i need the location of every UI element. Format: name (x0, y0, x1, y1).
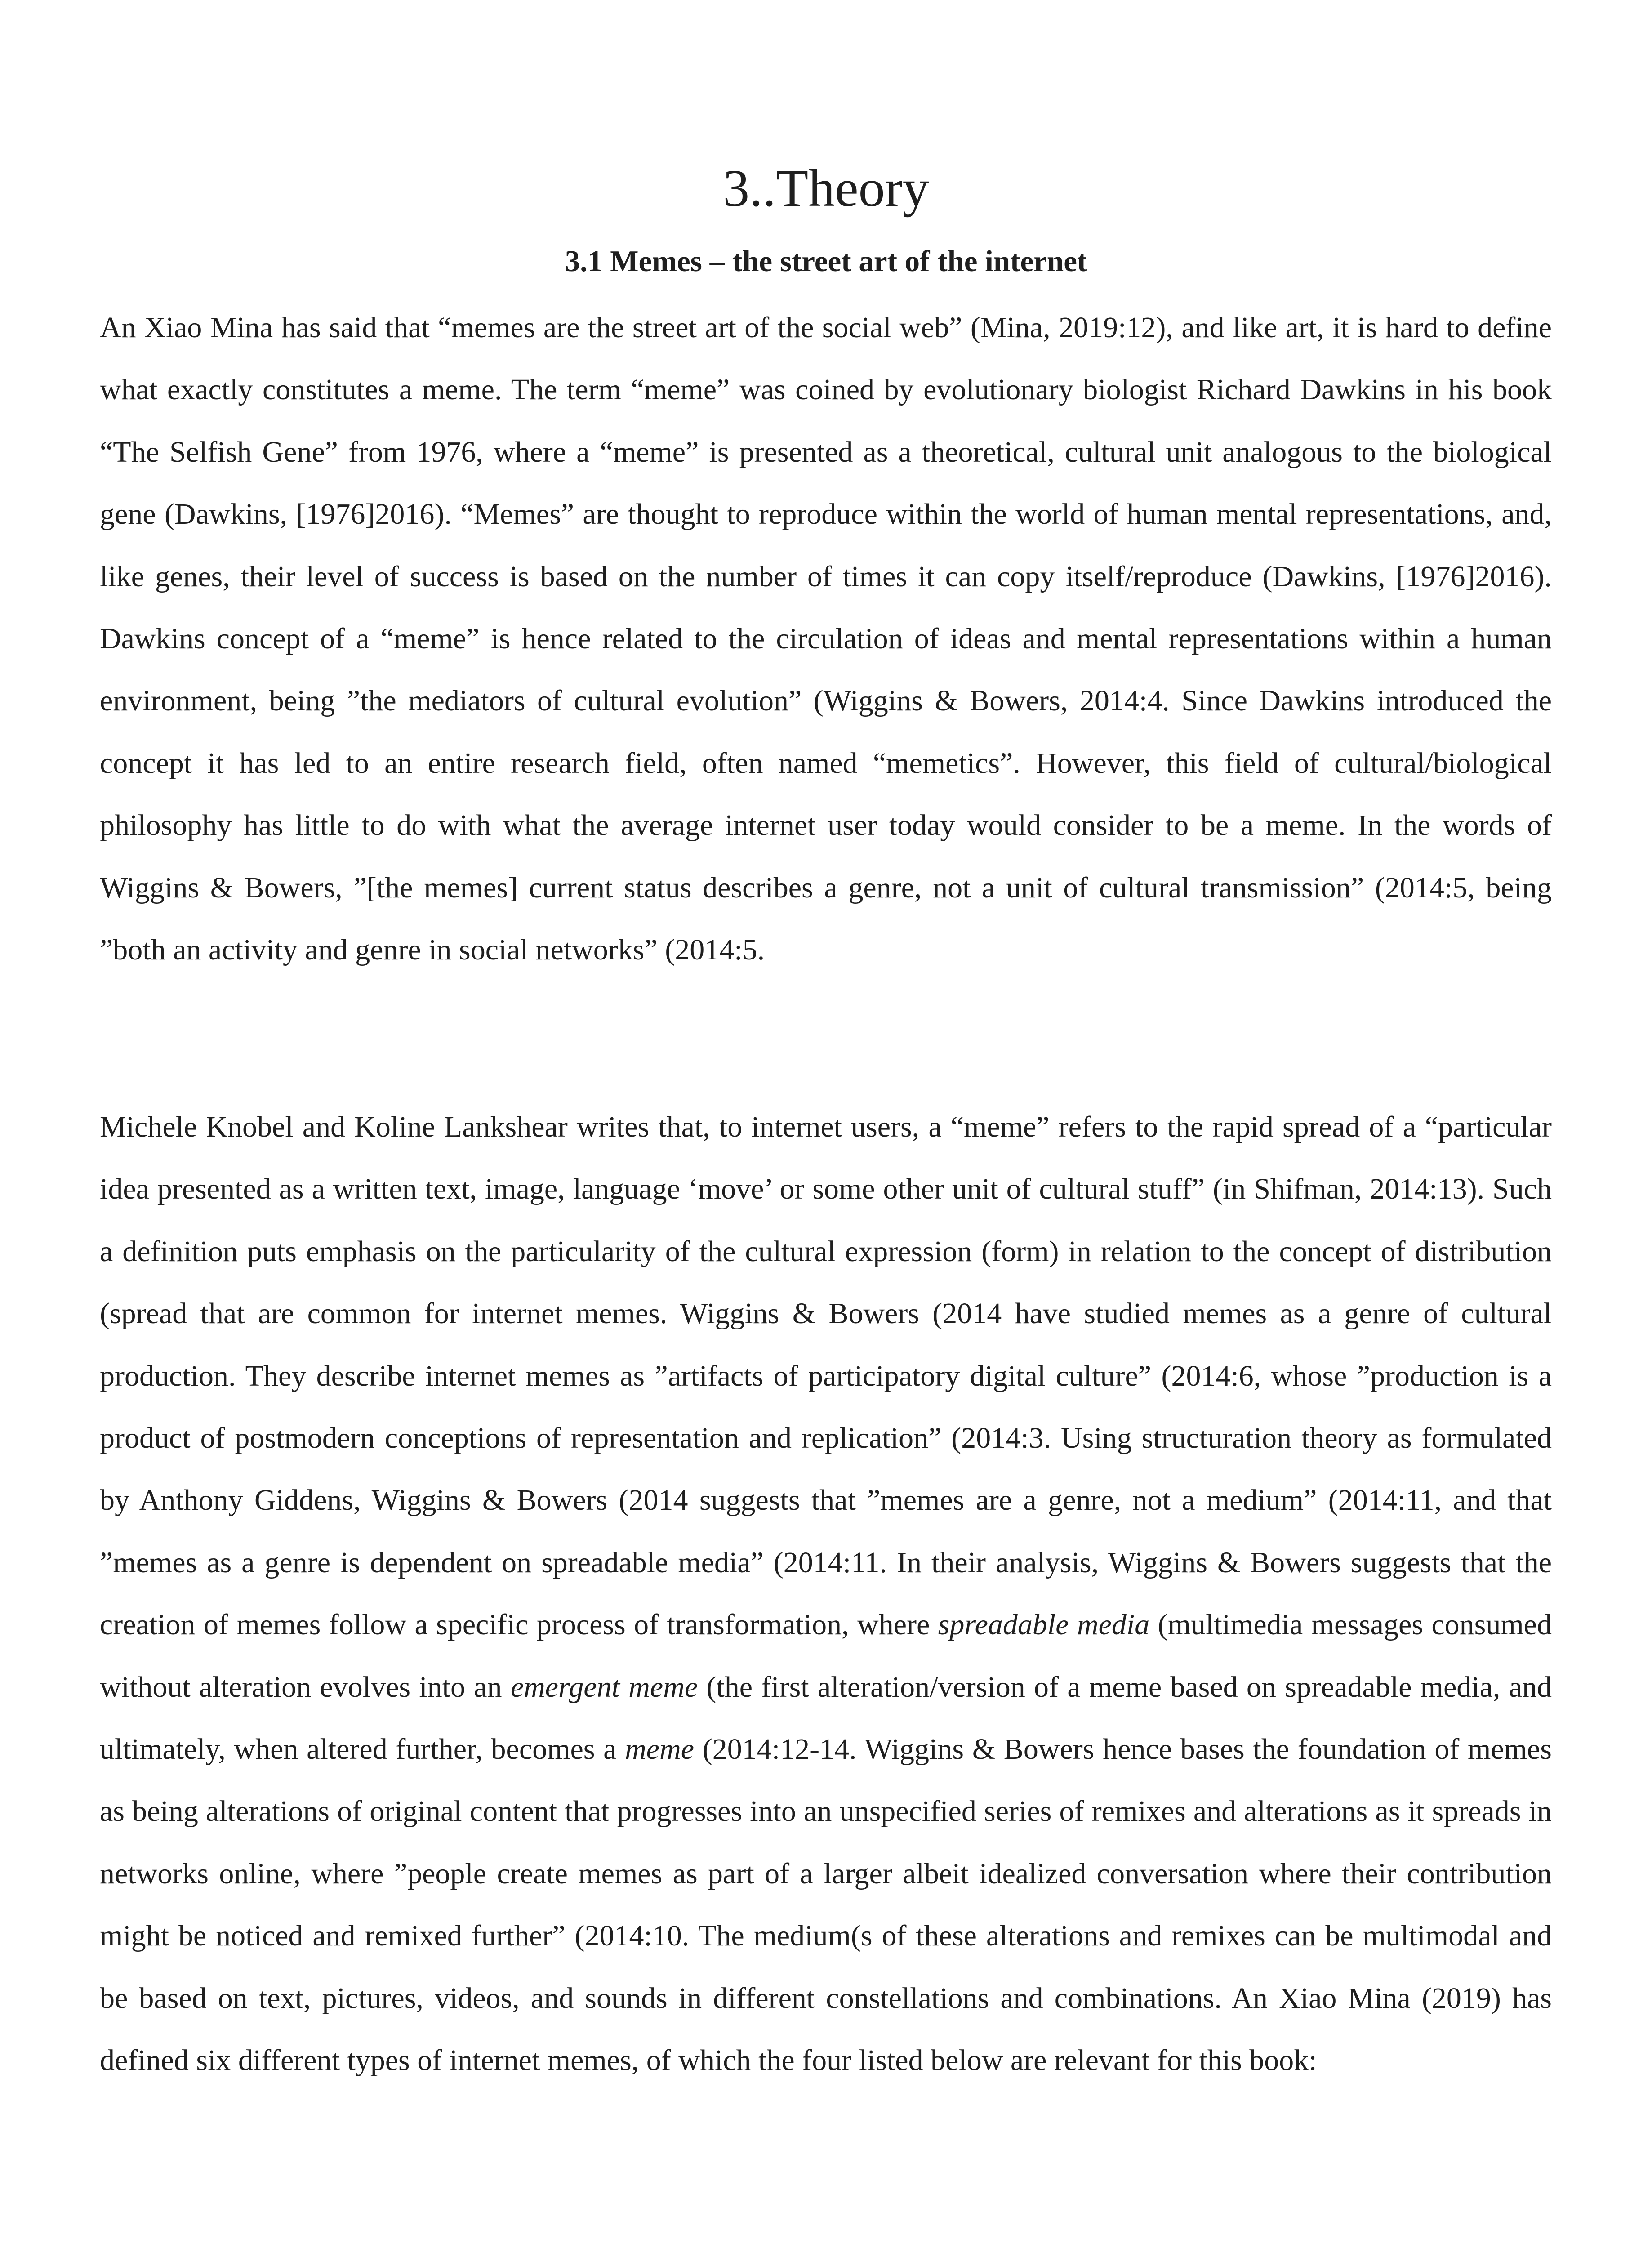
section-heading: 3.1 Memes – the street art of the internet (565, 245, 1087, 278)
paragraph-2-text: Michele Knobel and Koline Lankshear writes that, to internet users, a “meme” refers to the rapid spread of a “particular idea presented as a written text, image, language ‘move’ or some other unit of cultural stuff” (in Shifman, 2014:13). Such a definition puts emphasis on the particularity of the cultural expression (form) in relation to the concept of distribution (spread that are common for internet memes. Wiggins & Bowers (2014 have studied memes as a genre of cultural production. They describe internet memes as ”artifacts of participatory digital culture” (2014:6, whose ”production is a product of postmodern conceptions of representation and replication” (2014:3. Using structuration theory as formulated by Anthony Giddens, Wiggins & Bowers (2014 suggests that ”memes are a genre, not a medium” (2014:11, and that ”memes as a genre is dependent on spreadable media” (2014:11. In their analysis, Wiggins & Bowers suggests that the creation of memes follow a specific process of transformation, where (100, 1111, 1552, 1641)
bullet-icon (145, 2244, 154, 2248)
term-emergent-meme: emergent meme (510, 1670, 698, 1704)
term-meme: meme (625, 1733, 695, 1766)
list-item (100, 2244, 1552, 2248)
paragraph-1: An Xiao Mina has said that “memes are the street art of the social web” (Mina, 2019:12), and like art, it is hard to define what exactly constitutes a meme. The term “meme” was coined by evolutionary biologist Richard Dawkins in his book “The Selfish Gene” from 1976, where a “meme” is presented as a theoretical, cultural unit analogous to the biological gene (Dawkins, [1976]2016). “Memes” are thought to reproduce within the world of human mental representations, and, like genes, their level of success is based on the number of times it can copy itself/reproduce (Dawkins, [1976]2016). Dawkins concept of a “meme” is hence related to the circulation of ideas and mental representations within a human environment, being ”the mediators of cultural evolution” (Wiggins & Bowers, 2014:4. Since Dawkins introduced the concept it has led to an entire research field, often named “memetics”. However, this field of cultural/biological philosophy has little to do with what the average internet user today would consider to be a meme. In the words of Wiggins & Bowers, ”[the memes] current status describes a genre, not a unit of cultural transmission” (2014:5, being ”both an activity and genre in social networks” (2014:5. (100, 311, 1552, 967)
chapter-title: 3..Theory (723, 159, 929, 218)
paragraph-2 (100, 1096, 1552, 2092)
term-spreadable-media: spreadable media (938, 1608, 1150, 1641)
paragraph-2-text: (the first alteration/version of a meme based on spreadable media, and ultimately, when altered further, becomes a (100, 1670, 1552, 1766)
meme-types-list (100, 2244, 1552, 2248)
paragraph-2-text: (2014:12-14. Wiggins & Bowers hence bases the foundation of memes as being alterations of original content that progresses into an unspecified series of remixes and alterations as it spreads in networks online, where ”people create memes as part of a larger albeit idealized conversation where their contribution might be noticed and remixed further” (2014:10. The medium(s of these alterations and remixes can be multimodal and be based on text, pictures, videos, and sounds in different constellations and combinations. An Xiao Mina (2019) has defined six different types of internet memes, of which the four listed below are relevant for this book: (100, 1733, 1552, 2077)
paragraph-2-text: (multimedia messages consumed without alteration evolves into an (100, 1608, 1552, 1704)
